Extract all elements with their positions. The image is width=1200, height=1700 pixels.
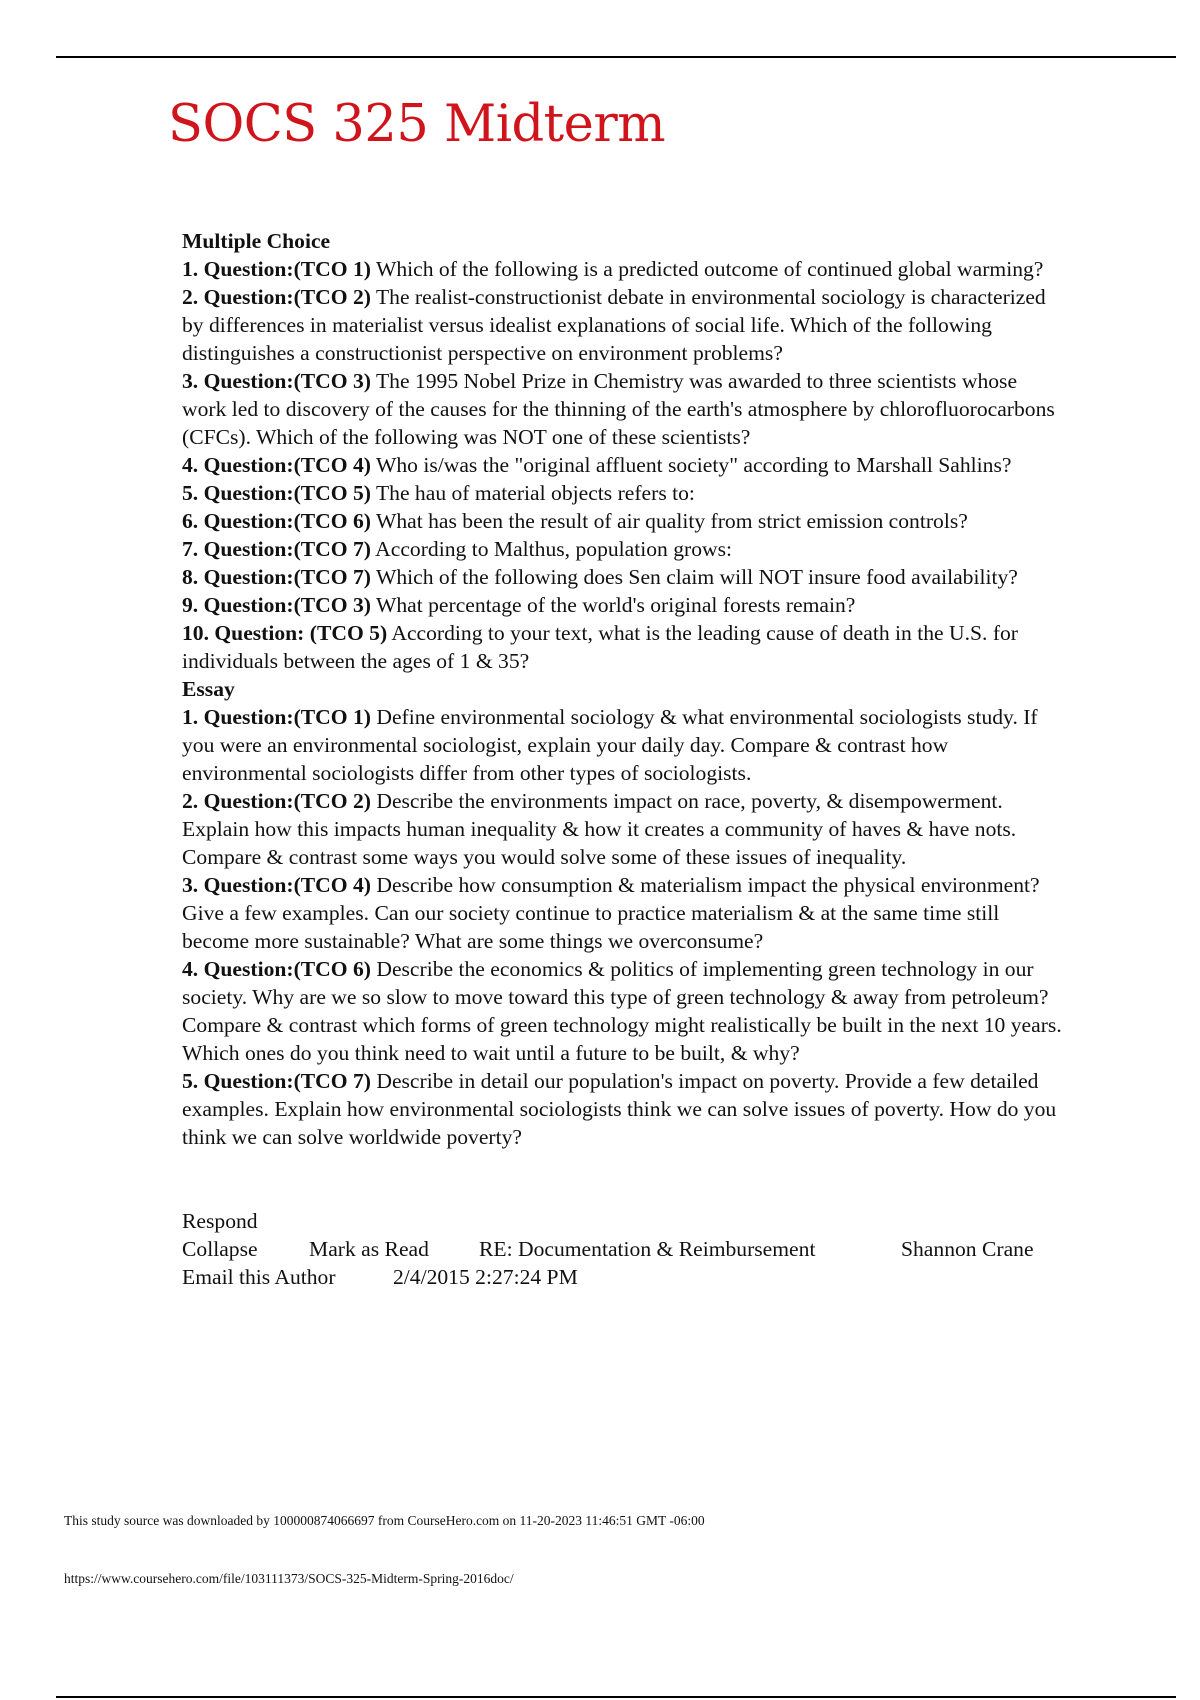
mc-question-5 [182,479,1062,507]
essay-question-4 [182,955,1062,1067]
mc-question-6 [182,507,1062,535]
question-label: 3. Question:(TCO 4) [182,873,371,897]
essay-question-2 [182,787,1062,871]
essay-question-5 [182,1067,1062,1151]
question-label: 1. Question:(TCO 1) [182,705,371,729]
post-author: Shannon Crane [901,1237,1034,1261]
respond-link[interactable]: Respond [182,1209,258,1233]
question-label: 5. Question:(TCO 5) [182,481,371,505]
question-label: 8. Question:(TCO 7) [182,565,371,589]
question-label: 3. Question:(TCO 3) [182,369,371,393]
question-text: Which of the following does Sen claim will NOT insure food availability? [370,565,1018,589]
document-body [182,227,1062,1291]
multiple-choice-heading: Multiple Choice [182,229,331,253]
question-label: 2. Question:(TCO 2) [182,285,371,309]
post-timestamp: 2/4/2015 2:27:24 PM [393,1265,578,1289]
mc-question-1 [182,255,1062,283]
mc-question-2 [182,283,1062,367]
question-text: Define environmental sociology & what environmental sociologists study. If you were an environmental sociologist, explain your daily day. Compare & contrast how environmental sociologists differ from other types of sociologists. [182,705,1038,785]
question-text: Describe how consumption & materialism impact the physical environment? Give a few examples. Can our society continue to practice materialism & at the same time still become more sustainable? What are some things we overconsume? [182,873,1040,953]
post-footer [182,1207,1062,1291]
question-text: Describe in detail our population's impact on poverty. Provide a few detailed examples. Explain how environmental sociologists think we can solve issues of poverty. How do you think we can solve worldwide poverty? [182,1069,1057,1149]
question-text: The 1995 Nobel Prize in Chemistry was awarded to three scientists whose work led to discovery of the causes for the thinning of the earth's atmosphere by chlorofluorocarbons (CFCs). Which of the following was NOT one of these scientists? [182,369,1055,449]
post-subject: RE: Documentation & Reimbursement [479,1237,816,1261]
question-text: Describe the environments impact on race, poverty, & disempowerment. Explain how this impacts human inequality & how it creates a community of haves & have nots. Compare & contrast some ways you would solve some of these issues of inequality. [182,789,1017,869]
footer-row-actions [182,1235,1062,1263]
question-label: 5. Question:(TCO 7) [182,1069,371,1093]
email-author-link[interactable]: Email this Author [182,1265,336,1289]
question-text: The realist-constructionist debate in environmental sociology is characterized by differences in materialist versus idealist explanations of social life. Which of the following distinguishes a constructionist perspective on environment problems? [182,285,1046,365]
question-label: 1. Question:(TCO 1) [182,257,371,281]
mc-question-8 [182,563,1062,591]
question-label: 10. Question: (TCO 5) [182,621,388,645]
essay-question-3 [182,871,1062,955]
footer-row-email [182,1263,1062,1291]
question-text: According to your text, what is the leading cause of death in the U.S. for individuals between the ages of 1 & 35? [182,621,1018,673]
mc-question-3 [182,367,1062,451]
question-text: What percentage of the world's original forests remain? [370,593,856,617]
question-label: 9. Question:(TCO 3) [182,593,371,617]
mc-question-9 [182,591,1062,619]
mark-as-read-link[interactable]: Mark as Read [309,1237,429,1261]
question-label: 2. Question:(TCO 2) [182,789,371,813]
question-text: The hau of material objects refers to: [370,481,695,505]
essay-heading: Essay [182,677,235,701]
question-text: Who is/was the "original affluent society" according to Marshall Sahlins? [370,453,1012,477]
mc-question-4 [182,451,1062,479]
page-title: SOCS 325 Midterm [168,95,666,154]
mc-question-7 [182,535,1062,563]
footer-row-respond [182,1207,1062,1235]
question-label: 7. Question:(TCO 7) [182,537,371,561]
essay-question-1 [182,703,1062,787]
essay-list [182,703,1062,1151]
question-label: 4. Question:(TCO 4) [182,453,371,477]
mc-question-10 [182,619,1062,675]
top-rule [56,56,1176,58]
multiple-choice-list [182,255,1062,675]
collapse-link[interactable]: Collapse [182,1237,258,1261]
bottom-rule [56,1696,1176,1698]
question-label: 6. Question:(TCO 6) [182,509,371,533]
question-label: 4. Question:(TCO 6) [182,957,371,981]
question-text: According to Malthus, population grows: [370,537,733,561]
source-notice: This study source was downloaded by 100000874066697 from CourseHero.com on 11-20-2023 11:46:51 GMT -06:00 [64,1513,705,1528]
question-text: Describe the economics & politics of implementing green technology in our society. Why are we so slow to move toward this type of green technology & away from petroleum? Compare & contrast which forms of green technology might realistically be built in the next 10 years. Which ones do you think need to wait until a future to be built, & why? [182,957,1062,1065]
question-text: What has been the result of air quality from strict emission controls? [370,509,968,533]
source-url[interactable]: https://www.coursehero.com/file/103111373/SOCS-325-Midterm-Spring-2016doc/ [64,1571,514,1586]
question-text: Which of the following is a predicted outcome of continued global warming? [370,257,1044,281]
